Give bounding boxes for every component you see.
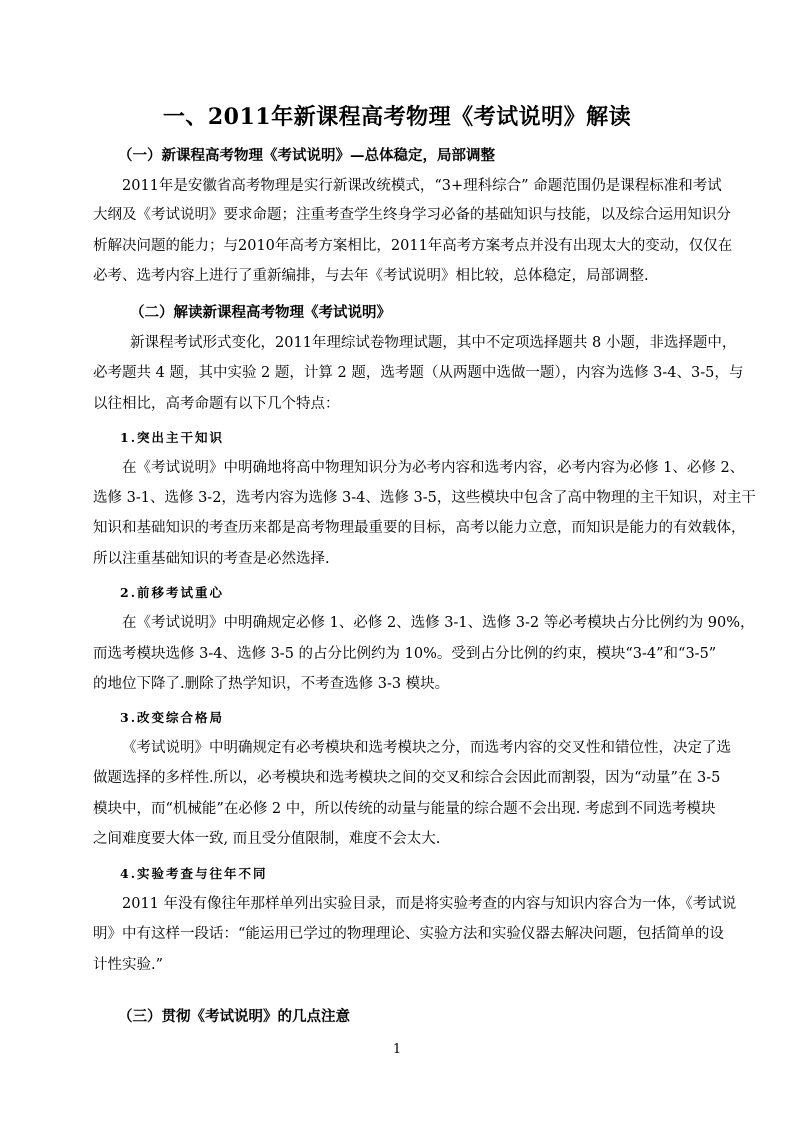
- page-number: 1: [392, 1042, 402, 1057]
- paragraph-line: 2011 年没有像往年那样单列出实验目录，而是将实验考查的内容与知识内容合为一体，《考试说: [122, 896, 737, 912]
- paragraph-line: 在《考试说明》中明确地将高中物理知识分为必考内容和选考内容，必考内容为必修 1、必修 2、: [122, 460, 745, 476]
- section-heading-2: （二）解读新课程高考物理《考试说明》: [130, 304, 391, 321]
- subsection-heading-2: 2.前移考试重心: [120, 585, 225, 600]
- paragraph-line: 新课程考试形式变化，2011年理综试卷物理试题，其中不定项选择题共 8 小题，非选择题中，: [130, 335, 737, 351]
- paragraph-line: 计性实验.”: [93, 957, 164, 973]
- paragraph-line: 《考试说明》中明确规定有必考模块和选考模块之分，而选考内容的交叉性和错位性，决定了选: [122, 740, 731, 756]
- paragraph-line: 以往相比，高考命题有以下几个特点：: [93, 396, 340, 412]
- paragraph-line: 之间难度要大体一致, 而且受分值限制，难度不会太大.: [93, 831, 441, 847]
- paragraph-line: 在《考试说明》中明确规定必修 1、必修 2、选修 3-1、选修 3-2 等必考模块占分比例约为 90%，: [122, 615, 755, 631]
- subsection-heading-1: 1.突出主干知识: [120, 430, 225, 445]
- subsection-heading-4: 4.实验考查与往年不同: [120, 866, 268, 881]
- paragraph-line: 模块中，而“机械能”在必修 2 中，所以传统的动量与能量的综合题不会出现. 考虑到不同选考模块: [93, 801, 716, 817]
- paragraph-line: 必考题共 4 题，其中实验 2 题，计算 2 题，选考题（从两题中选做一题），内容为选修 3-4、3-5，与: [93, 365, 744, 381]
- paragraph-line: 而选考模块选修 3-4、选修 3-5 的占分比例约为 10%。受到占分比例的约束，模块“3-4”和“3-5”: [93, 646, 717, 662]
- paragraph-line: 的地位下降了.删除了热学知识，不考查选修 3-3 模块。: [93, 676, 450, 692]
- document-title: 一、2011年新课程高考物理《考试说明》解读: [162, 104, 632, 130]
- paragraph-line: 知识和基础知识的考查历来都是高考物理最重要的目标，高考以能力立意，而知识是能力的有效载体，: [93, 520, 746, 536]
- paragraph-line: 大纲及《考试说明》要求命题；注重考查学生终身学习必备的基础知识与技能，以及综合运用知识分: [93, 207, 731, 223]
- paragraph-line: 必考、选考内容上进行了重新编排，与去年《考试说明》相比较，总体稳定，局部调整.: [93, 268, 649, 284]
- paragraph-line: 明》中有这样一段话：“能运用已学过的物理理论、实验方法和实验仪器去解决问题，包括简单的设: [93, 926, 724, 942]
- section-heading-1: （一）新课程高考物理《考试说明》—总体稳定，局部调整: [118, 147, 495, 164]
- paragraph-line: 做题选择的多样性.所以，必考模块和选考模块之间的交叉和综合会因此而割裂，因为“动量”在 3-5: [93, 770, 721, 786]
- paragraph-line: 析解决问题的能力；与2010年高考方案相比，2011年高考方案考点并没有出现太大的变动，仅仅在: [93, 238, 733, 254]
- subsection-heading-3: 3.改变综合格局: [120, 710, 225, 725]
- paragraph-line: 选修 3-1、选修 3-2，选考内容为选修 3-4、选修 3-5，这些模块中包含了高中物理的主干知识，对主干: [93, 490, 756, 506]
- section-heading-3: （三）贯彻《考试说明》的几点注意: [118, 1008, 350, 1025]
- paragraph-line: 所以注重基础知识的考查是必然选择.: [93, 551, 330, 567]
- paragraph-line: 2011年是安徽省高考物理是实行新课改统模式，“3+理科综合” 命题范围仍是课程标准和考试: [122, 178, 722, 194]
